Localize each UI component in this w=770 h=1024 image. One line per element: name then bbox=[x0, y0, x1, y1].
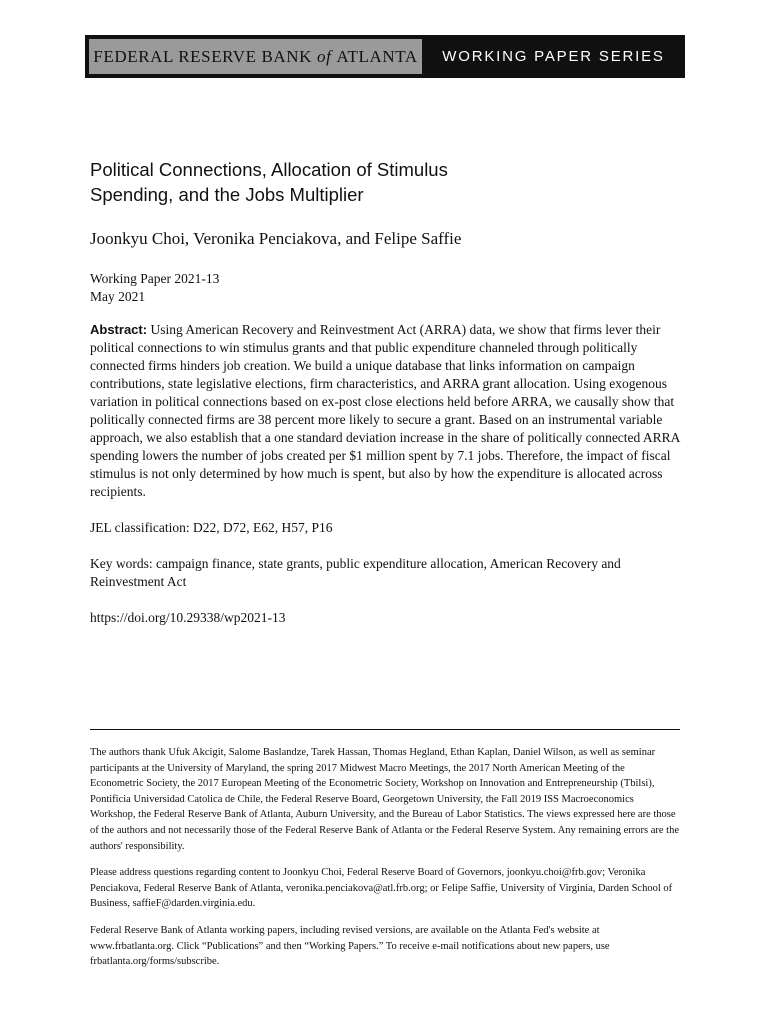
paper-title-line2: Spending, and the Jobs Multiplier bbox=[90, 184, 364, 205]
institution-name-part1: FEDERAL RESERVE BANK bbox=[93, 46, 313, 66]
series-banner bbox=[85, 35, 685, 78]
abstract bbox=[90, 321, 680, 501]
institution-name-of: of bbox=[317, 46, 332, 66]
series-label: WORKING PAPER SERIES bbox=[442, 48, 665, 65]
footnote-divider bbox=[90, 729, 680, 730]
footnote-contact: Please address questions regarding content to Joonkyu Choi, Federal Reserve Board of Governors, joonkyu.choi@frb.gov; Veronika Penciakova, Federal Reserve Bank of Atlanta, veronika.penciakova@atl.frb.org; or Felipe Saffie, University of Virginia, Darden School of Business, saffieF@darden.virginia.edu. bbox=[90, 867, 673, 910]
footnote-acknowledgments: The authors thank Ufuk Akcigit, Salome Baslandze, Tarek Hassan, Thomas Hegland, Ethan Kaplan, Daniel Wilson, as well as seminar participants at the University of Maryland, the spring 2017 Midwest Macro Meetings, the 2017 North American Meeting of the Econometric Society, the 2017 European Meeting of the Econometric Society, Workshop on Innovation and Entrepreneurship (Tbilsi), Pontificia Universidad Catolica de Chile, the Federal Reserve Board, Georgetown University, the Fall 2019 ISS Macroeconomics Workshop, the Federal Reserve Bank of Atlanta, Auburn University, and the Bureau of Labor Statistics. The views expressed here are those of the authors and not necessarily those of the Federal Reserve Bank of Atlanta or the Federal Reserve System. Any remaining errors are the authors' responsibility. bbox=[90, 747, 679, 852]
doi-link[interactable]: https://doi.org/10.29338/wp2021-13 bbox=[90, 610, 286, 625]
paper-date: May 2021 bbox=[90, 289, 146, 304]
paper-meta bbox=[90, 270, 219, 306]
jel-classification: JEL classification: D22, D72, E62, H57, P16 bbox=[90, 520, 333, 535]
footnote-website: Federal Reserve Bank of Atlanta working papers, including revised versions, are available on the Atlanta Fed's website at www.frbatlanta.org. Click “Publications” and then “Working Papers.” To receive e-mail notifications about new papers, use frbatlanta.org/forms/subscribe. bbox=[90, 925, 610, 968]
keywords: Key words: campaign finance, state grants, public expenditure allocation, American Recovery and Reinvestment Act bbox=[90, 556, 621, 589]
paper-title bbox=[90, 157, 650, 207]
institution-name-part2: ATLANTA bbox=[336, 46, 418, 66]
abstract-text: Using American Recovery and Reinvestment Act (ARRA) data, we show that firms lever their political connections to win stimulus grants and that public expenditure channeled through politically connected firms hinders job creation. We build a unique database that links information on campaign contributions, state legislative elections, firm characteristics, and ARRA grant allocation. Using exogenous variation in political connections based on ex-post close elections held before ARRA, we causally show that politically connected firms are 38 percent more likely to secure a grant. Based on an instrumental variable approach, we also establish that a one standard deviation increase in the share of politically connected ARRA spending lowers the number of jobs created per $1 million spent by 7.1 jobs. Therefore, the impact of fiscal stimulus is not only determined by how much is spent, but also by how the expenditure is allocated across recipients. bbox=[90, 322, 680, 499]
paper-number: Working Paper 2021-13 bbox=[90, 271, 220, 286]
paper-authors: Joonkyu Choi, Veronika Penciakova, and Felipe Saffie bbox=[90, 229, 462, 248]
paper-title-line1: Political Connections, Allocation of Stimulus bbox=[90, 159, 448, 180]
abstract-label: Abstract: bbox=[90, 322, 148, 337]
institution-name bbox=[89, 39, 422, 74]
